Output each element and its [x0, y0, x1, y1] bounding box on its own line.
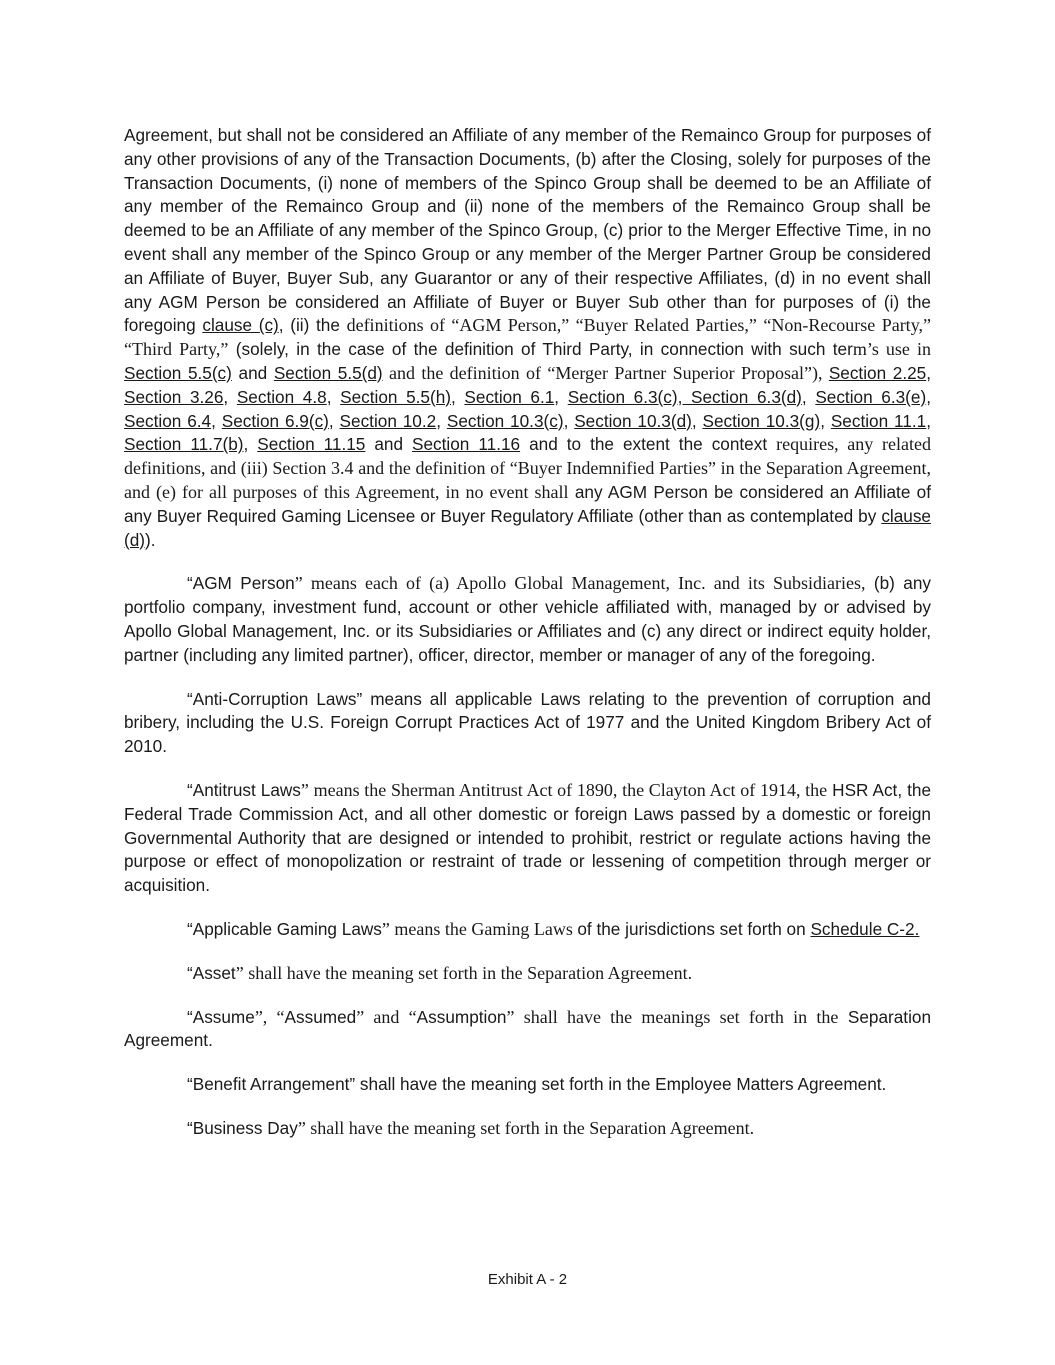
definition-applicable-gaming-laws: “Applicable Gaming Laws” means the Gaming Laws of the jurisdictions set forth on Schedule C-2.: [187, 918, 920, 939]
ref-section: Section 2.25: [828, 362, 927, 383]
affiliate-definition-continuation: Agreement, but shall not be considered an Affiliate of any member of the Remainco Group for purposes of any other provisions of any of the Transaction Documents, (b) after the Closing, solely for purposes of the Transaction Documents, (i) none of members of the Spinco Group shall be deemed to be an Affiliate of any member of the Remainco Group and (ii) none of the members of the Remainco Group shall be deemed to be an Affiliate of any member of the Spinco Group, (c) prior to the Merger Effective Time, in no event shall any member of the Spinco Group or any member of the Merger Partner Group be considered an Affiliate of Buyer, Buyer Sub, any Guarantor or any of their respective Affiliates, (d) in no event shall any AGM Person be considered an Affiliate of Buyer or Buyer Sub other than for purposes of (i) the foregoing clause (c), (ii) the definitions of “AGM Person,” “Buyer Related Parties,” “Non-Recourse Party,” “Third Party,” (solely, in the case of the definition of Third Party, in connection with such term’s use in Section 5.5(c) and Section 5.5(d) and the definition of “Merger Partner Superior Proposal”), Section 2.25, Section 3.26, Section 4.8, Section 5.5(h), Section 6.1, Section 6.3(c), Section 6.3(d), Section 6.3(e), Section 6.4, Section 6.9(c), Section 10.2, Section 10.3(c), Section 10.3(d), Section 10.3(g), Section 11.1, Section 11.7(b), Section 11.15 and Section 11.16 and to the extent the context requires, any related definitions, and (iii) Section 3.4 and the definition of “Buyer Indemnified Parties” in the Separation Agreement, and (e) for all purposes of this Agreement, in no event shall any AGM Person be considered an Affiliate of any Buyer Required Gaming Licensee or Buyer Regulatory Affiliate (other than as contemplated by clause (d)).: [124, 125, 932, 550]
ref-clause-d: clause (d): [124, 505, 931, 550]
ref-section: Section 11.7(b): [124, 434, 244, 455]
ref-section-5-5c: Section 5.5(c): [124, 362, 232, 383]
defined-term: “AGM Person: [187, 573, 295, 594]
definition-agm-person: “AGM Person” means each of (a) Apollo Global Management, Inc. and its Subsidiaries, (b) any portfolio company, investment fund, account or other vehicle affiliated with, managed by or advised by Apollo Global Management, Inc. or its Subsidiaries or Affiliates and (c) any direct or indirect equity holder, partner (including any limited partner), officer, director, member or manager of any of the foregoing.: [124, 573, 931, 665]
ref-section: Section 10.3(d): [574, 410, 692, 431]
ref-section: Section 11.1: [830, 410, 927, 431]
definition-asset: “Asset” shall have the meaning set forth in the Separation Agreement.: [187, 962, 693, 983]
defined-term: “Assume: [187, 1006, 255, 1027]
defined-term: Assumed: [284, 1006, 357, 1027]
ref-section: Section 6.4: [124, 410, 212, 431]
page-footer: Exhibit A - 2: [487, 1271, 568, 1288]
defined-term: “Applicable Gaming Laws: [187, 918, 382, 939]
ref-section: Section 10.3(c): [446, 410, 564, 431]
defined-term: “Asset: [187, 962, 236, 983]
ref-section: Section 11.15: [257, 434, 366, 455]
ref-clause-c: clause (c): [202, 315, 279, 336]
ref-section-11-16: Section 11.16: [412, 434, 521, 455]
defined-term: Assumption: [416, 1006, 507, 1027]
ref-section: Section 6.3(c), Section 6.3(d): [567, 386, 802, 407]
defined-term: “Business Day: [187, 1117, 298, 1138]
ref-section: Section 10.3(g): [702, 410, 821, 431]
ref-section: Section 6.1: [464, 386, 555, 407]
ref-section: Section 3.26: [124, 386, 224, 407]
definition-anti-corruption-laws: “Anti-Corruption Laws” means all applicable Laws relating to the prevention of corruption and bribery, including the U.S. Foreign Corrupt Practices Act of 1977 and the United Kingdom Bribery Act of 2010.: [124, 688, 931, 757]
definition-antitrust-laws: “Antitrust Laws” means the Sherman Antitrust Act of 1890, the Clayton Act of 1914, the HSR Act, the Federal Trade Commission Act, and all other domestic or foreign Laws passed by a domestic or foreign Governmental Authority that are designed or intended to prohibit, restrict or regulate actions having the purpose or effect of monopolization or restraint of trade or lessening of competition through merger or acquisition.: [124, 779, 931, 896]
ref-schedule-c-2: Schedule C-2.: [810, 918, 920, 939]
ref-section: Section 10.2: [339, 410, 437, 431]
ref-section: Section 5.5(h): [340, 386, 451, 407]
definition-benefit-arrangement: “Benefit Arrangement” shall have the meaning set forth in the Employee Matters Agreement.: [187, 1074, 887, 1095]
ref-section: Section 6.3(e): [815, 386, 927, 407]
defined-term: “Antitrust Laws: [187, 779, 301, 800]
definition-assume: “Assume”, “Assumed” and “Assumption” shall have the meanings set forth in the Separation Agreement.: [124, 1006, 932, 1051]
document-page: [124, 124, 931, 1141]
ref-section: Section 6.9(c): [221, 410, 329, 431]
ref-section-5-5d: Section 5.5(d): [273, 362, 383, 383]
ref-section: Section 4.8: [236, 386, 327, 407]
definition-business-day: “Business Day” shall have the meaning set forth in the Separation Agreement.: [187, 1117, 755, 1138]
